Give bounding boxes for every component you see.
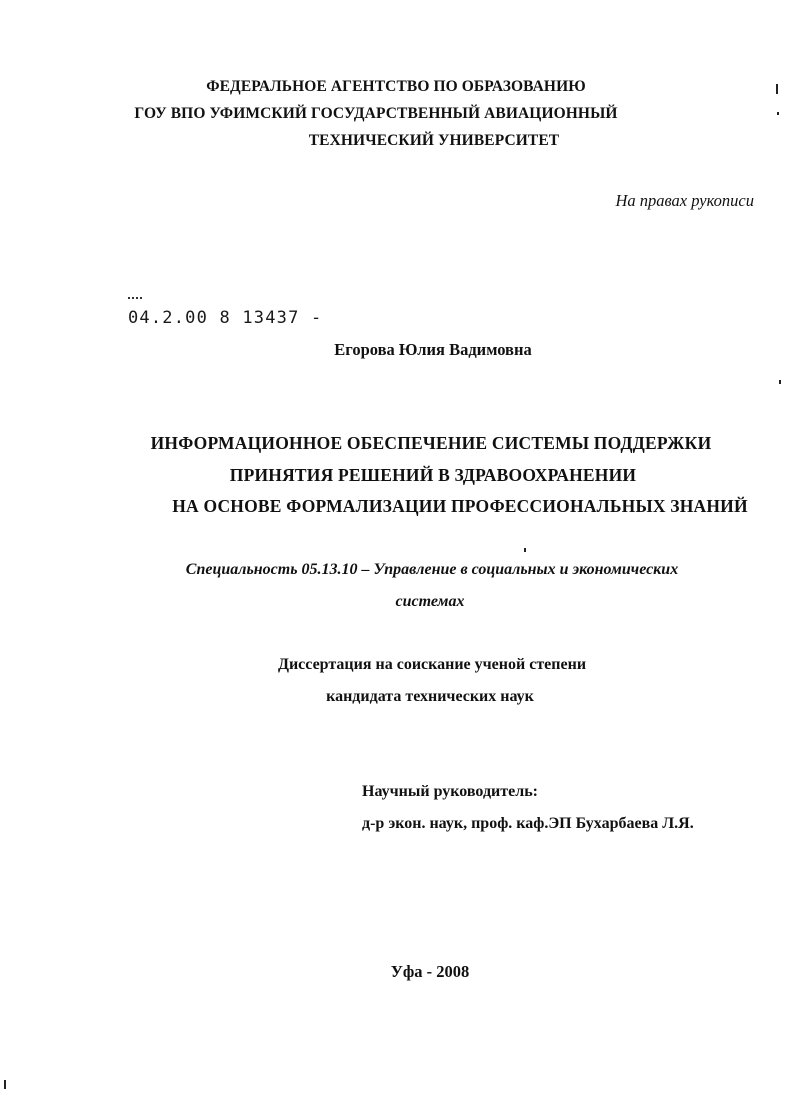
organization-line-3: ТЕХНИЧЕСКИЙ УНИВЕРСИТЕТ — [308, 132, 560, 149]
specialty-line-2: системах — [395, 593, 465, 610]
dissertation-title-line-3: НА ОСНОВЕ ФОРМАЛИЗАЦИИ ПРОФЕССИОНАЛЬНЫХ ЗНАНИЙ — [172, 496, 748, 516]
dissertation-title-line-1: ИНФОРМАЦИОННОЕ ОБЕСПЕЧЕНИЕ СИСТЕМЫ ПОДДЕРЖКИ — [150, 433, 712, 453]
degree-line-2: кандидата технических наук — [326, 688, 534, 705]
organization-line-2: ГОУ ВПО УФИМСКИЙ ГОСУДАРСТВЕННЫЙ АВИАЦИОННЫЙ — [134, 105, 618, 122]
stamp-mark — [128, 297, 142, 303]
degree-line-1: Диссертация на соискание ученой степени — [277, 656, 587, 673]
organization-line-1: ФЕДЕРАЛЬНОЕ АГЕНТСТВО ПО ОБРАЗОВАНИЮ — [206, 78, 586, 95]
scan-speck — [776, 84, 778, 94]
place-year: Уфа - 2008 — [390, 962, 470, 981]
archive-stamp-number: 04.2.00 8 13437 - — [128, 308, 323, 328]
scan-speck — [779, 380, 781, 384]
supervisor-label: Научный руководитель: — [362, 783, 538, 800]
scan-speck — [524, 548, 526, 552]
supervisor-name: д-р экон. наук, проф. каф.ЭП Бухарбаева Л.Я. — [362, 815, 694, 832]
author-name: Егорова Юлия Вадимовна — [334, 340, 532, 359]
scan-speck — [4, 1080, 6, 1089]
specialty-line-1: Специальность 05.13.10 – Управление в социальных и экономических — [185, 561, 679, 578]
dissertation-title-line-2: ПРИНЯТИЯ РЕШЕНИЙ В ЗДРАВООХРАНЕНИИ — [229, 465, 637, 485]
scan-speck — [777, 112, 779, 115]
manuscript-rights-note: На правах рукописи — [615, 191, 754, 210]
